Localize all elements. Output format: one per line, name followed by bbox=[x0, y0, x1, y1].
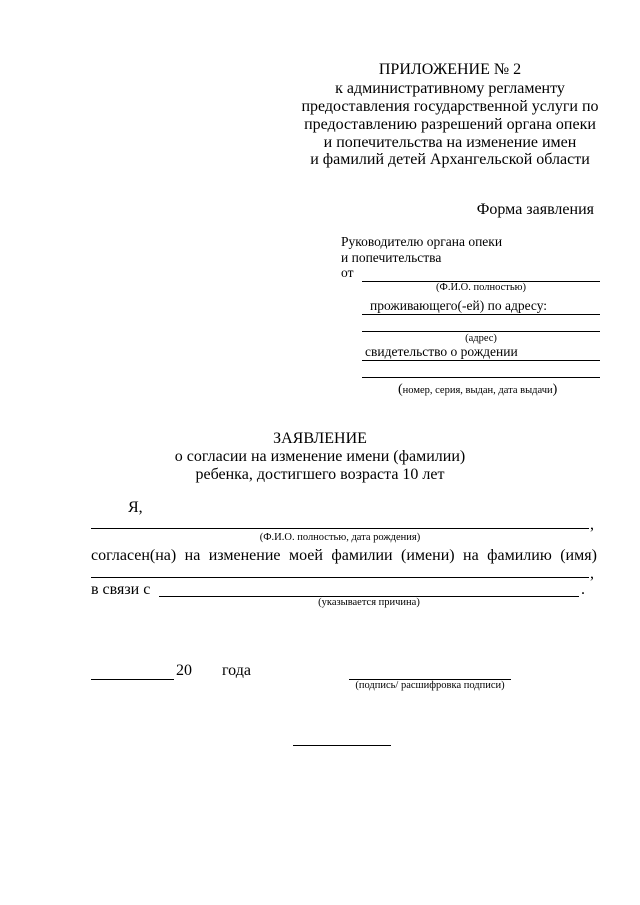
consent-word-3: изменение bbox=[208, 547, 281, 564]
certificate-hint-text: номер, серия, выдан, дата выдачи bbox=[402, 385, 553, 396]
form-label: Форма заявления bbox=[476, 201, 594, 218]
appendix-line-2: предоставления государственной услуги по bbox=[301, 98, 599, 115]
consent-word-7: на bbox=[463, 547, 479, 564]
appendix-line-1: к административному регламенту bbox=[335, 80, 565, 97]
statement-title: ЗАЯВЛЕНИЕ bbox=[273, 430, 367, 447]
consent-word-9: (имя) bbox=[560, 547, 597, 564]
consent-word-8: фамилию bbox=[487, 547, 552, 564]
certificate-hint-open: ( bbox=[398, 382, 403, 397]
certificate-line[interactable] bbox=[362, 360, 600, 361]
comma-2: , bbox=[590, 565, 594, 582]
comma-1: , bbox=[590, 516, 594, 533]
appendix-line-3: предоставлению разрешений органа опеки bbox=[304, 116, 596, 133]
addressee-line-2: и попечительства bbox=[341, 250, 442, 265]
certificate-label: свидетельство о рождении bbox=[365, 344, 518, 359]
signature-hint: (подпись/ расшифровка подписи) bbox=[355, 680, 505, 691]
statement-subtitle-2: ребенка, достигшего возраста 10 лет bbox=[195, 466, 445, 483]
year-prefix: 20 bbox=[176, 662, 192, 679]
appendix-line-5: и фамилий детей Архангельской области bbox=[310, 151, 590, 168]
consent-word-5: фамилии bbox=[331, 547, 393, 564]
date-line[interactable] bbox=[91, 679, 174, 680]
certificate-hint bbox=[398, 383, 557, 397]
reason-hint: (указывается причина) bbox=[318, 597, 420, 608]
new-name-line[interactable] bbox=[91, 577, 589, 578]
bottom-separator bbox=[293, 745, 391, 746]
consent-word-1: согласен(на) bbox=[91, 547, 177, 564]
residence-label: проживающего(-ей) по адресу: bbox=[370, 298, 548, 313]
reason-label: в связи с bbox=[91, 581, 151, 598]
appendix-title: ПРИЛОЖЕНИЕ № 2 bbox=[378, 61, 522, 78]
addressee-line-1: Руководителю органа опеки bbox=[341, 234, 503, 249]
certificate-hint-close: ) bbox=[552, 382, 558, 397]
year-suffix: года bbox=[222, 662, 251, 679]
i-label: Я, bbox=[128, 499, 143, 516]
fio-dob-hint: (Ф.И.О. полностью, дата рождения) bbox=[259, 532, 421, 543]
from-label: от bbox=[341, 265, 354, 280]
address-hint: (адрес) bbox=[465, 333, 497, 344]
consent-word-6: (имени) bbox=[401, 547, 455, 564]
consent-word-4: моей bbox=[288, 547, 323, 564]
certificate-details-line[interactable] bbox=[362, 377, 600, 378]
consent-word-2: на bbox=[184, 547, 201, 564]
consent-line bbox=[91, 548, 597, 564]
residence-line[interactable] bbox=[362, 314, 600, 315]
reason-period: . bbox=[581, 581, 585, 598]
address-line[interactable] bbox=[362, 331, 600, 332]
appendix-line-4: и попечительства на изменение имен bbox=[323, 134, 577, 151]
fio-dob-line[interactable] bbox=[91, 528, 589, 529]
statement-subtitle-1: о согласии на изменение имени (фамилии) bbox=[174, 448, 466, 465]
fio-hint: (Ф.И.О. полностью) bbox=[436, 282, 526, 293]
